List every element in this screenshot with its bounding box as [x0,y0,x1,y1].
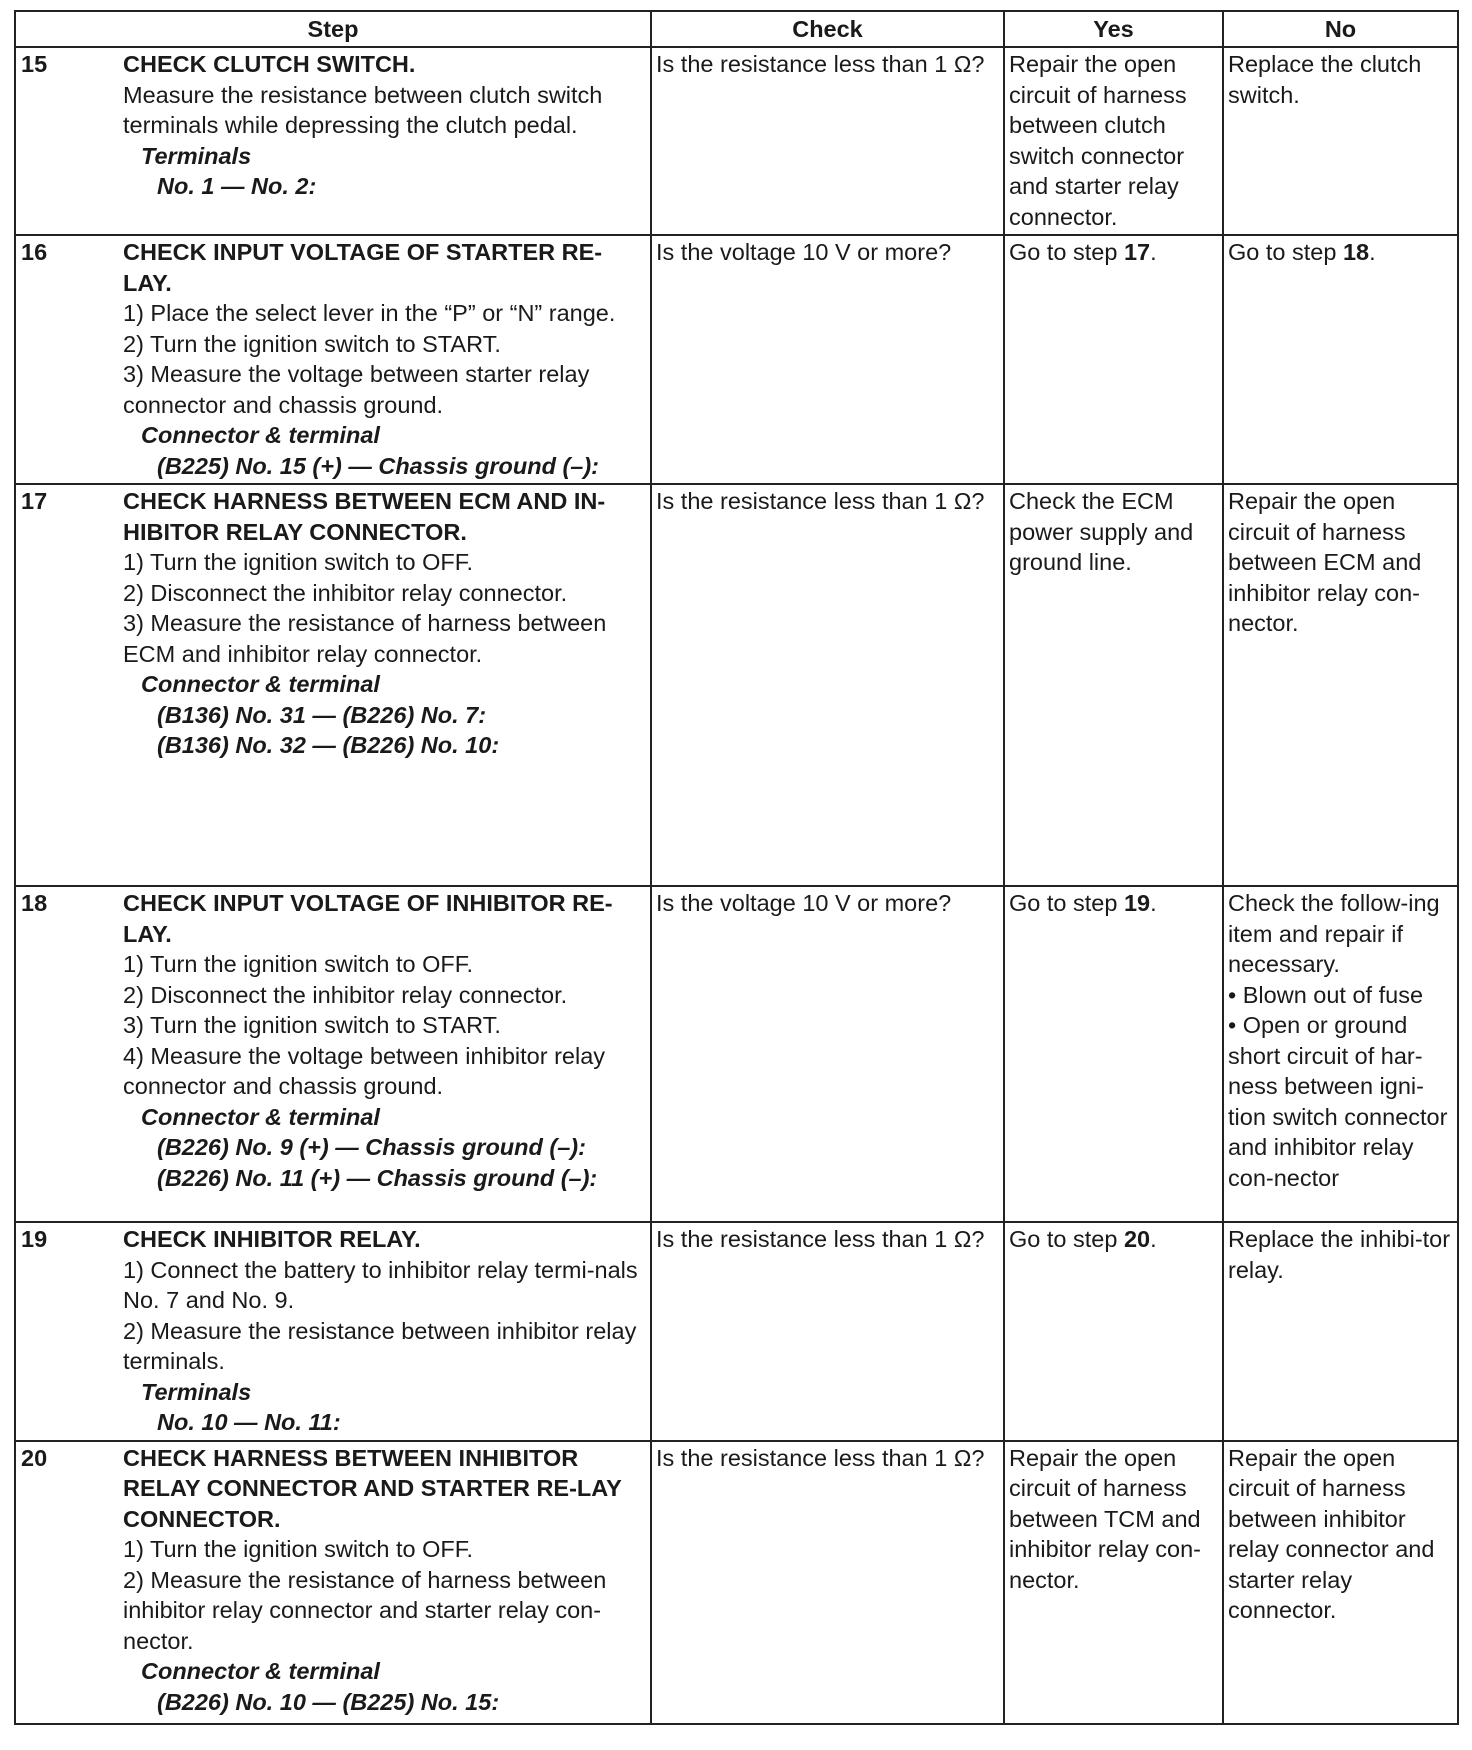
step-label: Terminals [141,142,252,169]
header-row [15,11,1458,47]
yes-cell [1004,1222,1223,1441]
yes-cell [1004,235,1223,484]
step-reference: 20 [1123,1226,1151,1252]
step-number: 17 [15,484,123,886]
table-row [15,47,1458,235]
step-title: CHECK INHIBITOR RELAY. [123,1226,421,1252]
step-number: 19 [15,1222,123,1441]
check-cell: Is the voltage 10 V or more? [651,235,1004,484]
header-check: Check [651,11,1004,47]
step-label: Terminals [141,1378,252,1405]
step-label: Connector & terminal [141,422,380,448]
yes-cell [1004,886,1223,1222]
step-number: 18 [15,886,123,1222]
step-description [123,484,651,886]
step-body-line: 3) Measure the resistance of harness between ECM and inhibitor relay connector. [123,610,607,667]
step-body-line: 2) Measure the resistance of harness between inhibitor relay connector and starter relay con-nector. [123,1566,607,1654]
step-reference: 19 [1123,890,1151,916]
step-number: 16 [15,235,123,484]
step-description [123,886,651,1222]
step-reference: 18 [1342,239,1370,265]
step-terminal: No. 1 — No. 2: [157,173,317,199]
no-text: Check the follow-ing item and repair if necessary. [1228,890,1440,977]
step-terminal: (B136) No. 31 — (B226) No. 7: [157,701,487,728]
step-body-line: 2) Disconnect the inhibitor relay connector. [123,579,568,606]
step-body-line: 3) Measure the voltage between starter relay connector and chassis ground. [123,361,590,418]
step-body-line: 1) Turn the ignition switch to OFF. [123,549,474,575]
no-text: Go to step [1228,239,1343,265]
yes-cell: Repair the open circuit of harness between clutch switch connector and starter relay connector. [1004,47,1223,235]
step-body-line: 1) Place the select lever in the “P” or “N” range. [123,300,616,326]
table-row [15,1441,1458,1724]
check-cell: Is the resistance less than 1 Ω? [651,1222,1004,1441]
step-title: CHECK HARNESS BETWEEN INHIBITOR RELAY CONNECTOR AND STARTER RE-LAY CONNECTOR. [123,1444,622,1532]
bullet-item: • Blown out of fuse [1228,981,1424,1008]
yes-text: Go to step [1009,890,1124,916]
yes-text: . [1150,239,1157,265]
step-terminal: (B226) No. 9 (+) — Chassis ground (–): [157,1134,586,1160]
step-number: 20 [15,1441,123,1724]
check-cell: Is the resistance less than 1 Ω? [651,484,1004,886]
table-row [15,484,1458,886]
step-terminal: (B225) No. 15 (+) — Chassis ground (–): [157,452,600,479]
step-description [123,1441,651,1724]
header-no: No [1223,11,1458,47]
check-cell: Is the resistance less than 1 Ω? [651,1441,1004,1724]
yes-text: Go to step [1009,1226,1124,1252]
step-description [123,1222,651,1441]
no-text: . [1369,239,1376,265]
step-terminal: (B136) No. 32 — (B226) No. 10: [157,732,500,758]
step-body-line: 1) Turn the ignition switch to OFF. [123,951,474,977]
step-title: CHECK INPUT VOLTAGE OF STARTER RE-LAY. [123,239,603,296]
check-cell: Is the resistance less than 1 Ω? [651,47,1004,235]
table-row [15,235,1458,484]
step-terminal: No. 10 — No. 11: [157,1409,341,1435]
yes-text: . [1150,890,1157,916]
step-title: CHECK CLUTCH SWITCH. [123,51,416,77]
no-cell: Repair the open circuit of harness between ECM and inhibitor relay con-nector. [1223,484,1458,886]
no-cell: Repair the open circuit of harness between inhibitor relay connector and starter relay connector. [1223,1441,1458,1724]
step-terminal: (B226) No. 11 (+) — Chassis ground (–): [157,1164,598,1191]
step-body-line: Measure the resistance between clutch switch terminals while depressing the clutch pedal. [123,81,603,138]
yes-text: . [1150,1226,1157,1252]
header-yes: Yes [1004,11,1223,47]
step-body-line: 2) Disconnect the inhibitor relay connector. [123,981,568,1008]
step-label: Connector & terminal [141,671,380,697]
check-cell: Is the voltage 10 V or more? [651,886,1004,1222]
no-cell [1223,886,1458,1222]
step-body-line: 2) Measure the resistance between inhibitor relay terminals. [123,1317,637,1374]
yes-text: Go to step [1009,239,1124,265]
step-body-line: 2) Turn the ignition switch to START. [123,330,501,357]
yes-cell: Repair the open circuit of harness between TCM and inhibitor relay con-nector. [1004,1441,1223,1724]
step-terminal: (B226) No. 10 — (B225) No. 15: [157,1688,500,1715]
bullet-item: • Open or ground short circuit of har-ness between igni-tion switch connector and inhibitor relay con-nector [1228,1012,1448,1191]
step-reference: 17 [1123,239,1151,265]
step-body-line: 1) Turn the ignition switch to OFF. [123,1536,474,1562]
step-description [123,235,651,484]
step-label: Connector & terminal [141,1658,380,1684]
no-cell: Replace the inhibi-tor relay. [1223,1222,1458,1441]
step-label: Connector & terminal [141,1103,380,1130]
no-cell [1223,235,1458,484]
step-number: 15 [15,47,123,235]
header-step: Step [15,11,651,47]
table-row [15,886,1458,1222]
step-body-line: 4) Measure the voltage between inhibitor relay connector and chassis ground. [123,1042,606,1099]
no-cell: Replace the clutch switch. [1223,47,1458,235]
step-description [123,47,651,235]
step-body-line: 1) Connect the battery to inhibitor relay termi-nals No. 7 and No. 9. [123,1256,638,1313]
table-row [15,1222,1458,1441]
yes-cell: Check the ECM power supply and ground line. [1004,484,1223,886]
step-title: CHECK HARNESS BETWEEN ECM AND IN-HIBITOR RELAY CONNECTOR. [123,488,606,545]
diagnostic-table [14,10,1459,1725]
step-body-line: 3) Turn the ignition switch to START. [123,1012,501,1038]
step-title: CHECK INPUT VOLTAGE OF INHIBITOR RE-LAY. [123,890,613,947]
